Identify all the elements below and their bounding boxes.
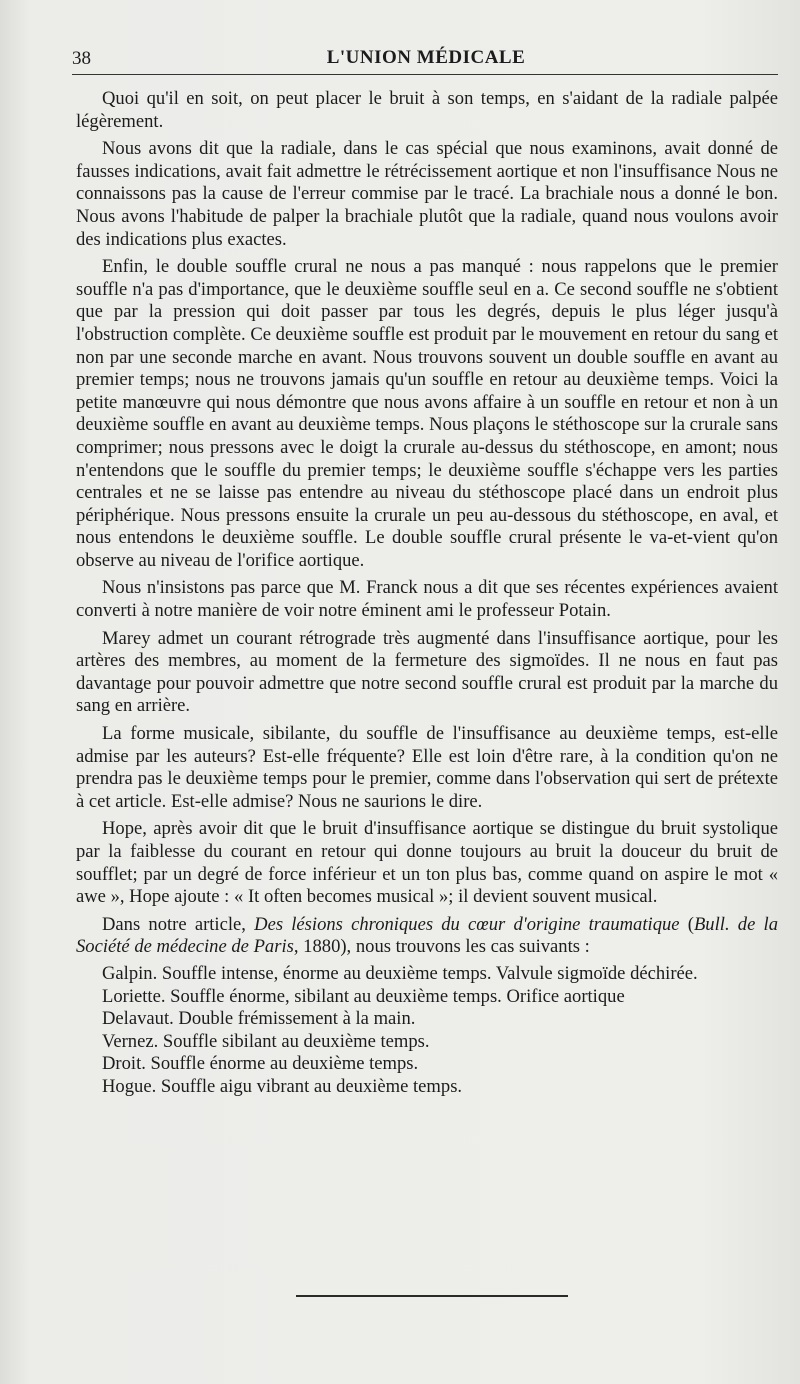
paragraph: La forme musicale, sibilante, du souffle de l'insuffisance au deuxième temps, est-elle admise par les auteurs? Est-elle fréquente? Elle est loin d'être rare, à la condition qu'on ne prendra pas le deuxième temps pour le premier, comme dans l'observation qui sert de prétexte à cet article. Est-elle admise? Nous ne saurions le dire. [76,723,778,812]
paragraph: Nous n'insistons pas parce que M. Franck nous a dit que ses récentes expériences avaient converti à notre manière de voir notre éminent ami le professeur Potain. [76,577,778,622]
paragraph: Enfin, le double souffle crural ne nous a pas manqué : nous rappelons que le premier souffle n'a pas d'importance, que le deuxième souffle seul en a. Ce second souffle ne s'obtient que par la pression qui doit passer par tous les degrés, depuis le plus léger jusqu'à l'obstruction complète. Ce deuxième souffle est produit par le mouvement en retour du sang et non par une seconde marche en avant. Nous trouvons souvent un double souffle en avant au premier temps; nous ne trouvons jamais qu'un souffle en retour au deuxième temps. Voici la petite manœuvre qui nous démontre que nous avons affaire à un souffle en retour et non à un deuxième souffle en avant au deuxième temps. Nous plaçons le stéthoscope sur la crurale sans comprimer; nous pressons avec le doigt la crurale au-dessus du stéthoscope, en amont; nous n'entendons que le souffle du premier temps; le deuxième souffle s'échappe vers les parties centrales et ne se laisse pas entendre au niveau du stéthoscope placé dans un endroit plus périphérique. Nous pressons ensuite la crurale un peu au-dessous du stéthoscope, en aval, et nous entendons le deuxième souffle. Le double souffle crural présente le va-et-vient qu'on observe au niveau de l'orifice aortique. [76,256,778,571]
page-header [72,42,780,76]
reference-lead: Dans notre article, [102,913,255,935]
paragraph: Quoi qu'il en soit, on peut placer le bruit à son temps, en s'aidant de la radiale palpée légèrement. [76,88,778,132]
journal-title: Bull. de la Société de médecine de Paris [76,913,779,958]
case-item: Hogue. Souffle aigu vibrant au deuxième temps. [102,1075,463,1097]
paragraph: Hope, après avoir dit que le bruit d'insuffisance aortique se distingue du bruit systolique par la faiblesse du courant en retour qui donne toujours au bruit la douceur du bruit de soufflet; par un degré de force inférieur et un ton plus bas, comme quand on aspire le mot « awe », Hope ajoute : « It often becomes musical »; il devient souvent musical. [76,818,778,908]
paragraph: Marey admet un courant rétrograde très augmenté dans l'insuffisance aortique, pour les artères des membres, au moment de la fermeture des sigmoïdes. Il ne nous en faut pas davantage pour pouvoir admettre que notre second souffle crural est produit par la marche du sang en arrière. [76,627,778,717]
article-body [76,88,778,1099]
article-title: Des lésions chroniques du cœur d'origine traumatique [254,913,680,935]
case-item: Loriette. Souffle énorme, sibilant au deuxième temps. Orifice aortique [102,985,625,1007]
reference-tail: , 1880), nous trouvons les cas suivants : [293,936,590,958]
page-number: 38 [72,48,91,69]
paragraph: Nous avons dit que la radiale, dans le cas spécial que nous examinons, avait donné de fausses indications, avait fait admettre le rétrécissement aortique et non l'insuffisance Nous ne connaissons pas la cause de l'erreur commise par le tracé. La brachiale nous a donné le bon. Nous avons l'habitude de palper la brachiale plutôt que la radiale, quand nous voulons avoir des indications plus exactes. [76,138,778,250]
article-reference-paragraph [76,914,778,959]
case-list [76,963,778,1099]
running-title: L'UNION MÉDICALE [326,47,526,68]
case-item: Galpin. Souffle intense, énorme au deuxième temps. Valvule sigmoïde déchirée. [102,962,698,984]
reference-open-paren: ( [679,913,694,935]
case-item: Delavaut. Double frémissement à la main. [102,1008,416,1030]
case-item: Droit. Souffle énorme au deuxième temps. [102,1053,419,1075]
case-item: Vernez. Souffle sibilant au deuxième temps. [102,1030,430,1052]
end-rule [296,1295,568,1297]
header-rule [72,74,778,75]
